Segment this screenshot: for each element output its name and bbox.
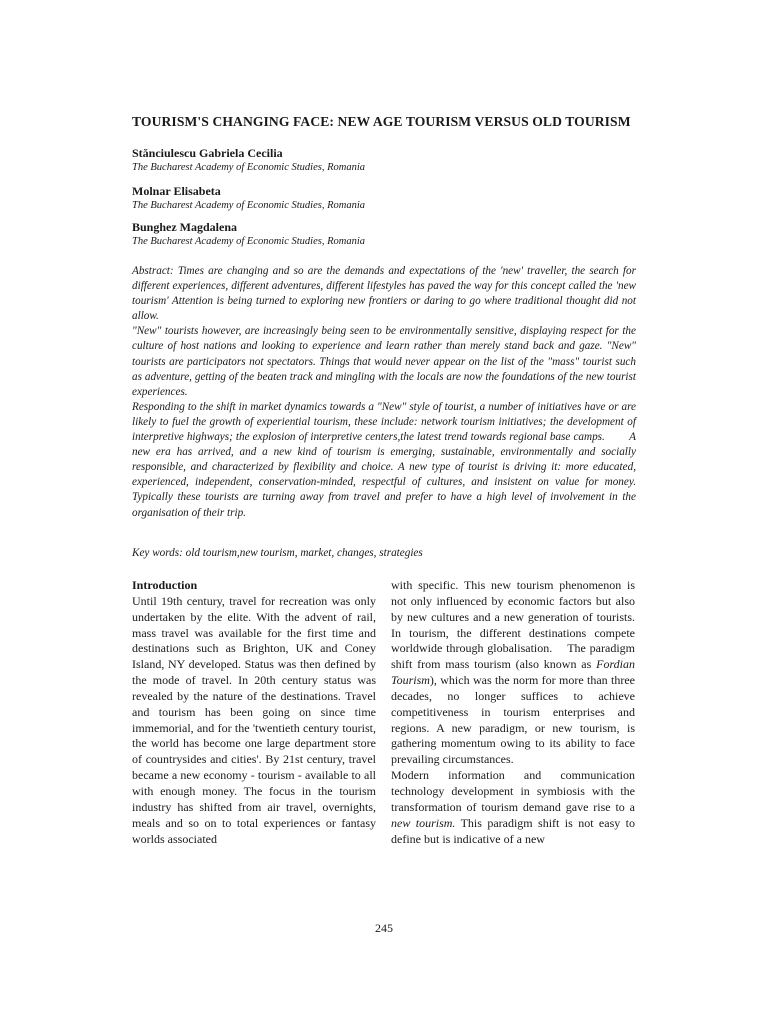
text-run: ), which was the norm for more than three decades, no longer suffices to achieve competitiveness in tourism enterprises and regions. A new paradigm, or new tourism, is gathering momentum owing to its ability to face prevailing circumstances.: [391, 673, 638, 767]
author-name: Bunghez Magdalena: [132, 220, 238, 234]
emphasis-text: Fordian Tourism: [391, 657, 638, 688]
abstract: [132, 264, 639, 521]
author-name: Molnar Elisabeta: [132, 184, 221, 198]
body-paragraph: [391, 578, 638, 768]
author-affiliation: The Bucharest Academy of Economic Studies, Romania: [132, 200, 365, 211]
author-affiliation: The Bucharest Academy of Economic Studies, Romania: [132, 162, 365, 173]
body-column-right: [391, 578, 638, 847]
body-column-left: [132, 578, 376, 847]
text-run: This paradigm shift is not easy to define but is indicative of a new: [391, 815, 635, 846]
page-number: 245: [375, 921, 393, 935]
author-block: [132, 184, 636, 213]
author-affiliation: The Bucharest Academy of Economic Studies, Romania: [132, 236, 365, 247]
body-paragraph: Until 19th century, travel for recreation was only undertaken by the elite. With the advent of rail, mass travel was available for the first time and destinations such as Brighton, UK and Coney Island, NY developed. Status was then defined by the mode of travel. In 20th century status was revealed by the nature of the destinations. Travel and tourism has been going on since time immemorial, and for the 'twentieth century tourist, the world has become one large department store of countrysides and cities'. By 21st century, travel became a new economy - tourism - available to all with enough money. The focus in the tourism industry has shifted from air travel, overnights, meals and so on to total experiences or fantasy worlds associated: [132, 593, 376, 846]
author-name: Stănciulescu Gabriela Cecilia: [132, 146, 283, 160]
keywords: Key words: old tourism,new tourism, market, changes, strategies: [132, 547, 423, 559]
abstract-paragraph: Abstract: Times are changing and so are the demands and expectations of the 'new' traveller, the search for different experiences, different adventures, different lifestyles has paved the way for this concept called the 'new tourism' Attention is being turned to exploring new frontiers or daring to go where traditional thought did not allow.: [132, 265, 636, 323]
author-block: [132, 146, 636, 175]
text-run: Modern information and communication technology development in symbiosis with the transformation of tourism demand gave rise to a: [391, 768, 635, 814]
section-heading: Introduction: [132, 578, 198, 592]
emphasis-text: new tourism.: [391, 815, 456, 830]
abstract-paragraph: "New" tourists however, are increasingly being seen to be environmentally sensitive, displaying respect for the culture of host nations and looking to experience and learn rather than merely stand back and gaze. "New" tourists are participators not spectators. Things that would never appear on the list of the "mass" tourist such as adventure, getting of the beaten track and mingling with the locals are now the foundations of the new tourist experiences.: [132, 325, 636, 398]
body-paragraph: [391, 768, 635, 847]
text-run: with specific. This new tourism phenomenon is not only influenced by economic factors but also by new cultures and a new generation of tourists. In tourism, the different destinations compete worldwide through globalisation. The paradigm shift from mass tourism (also known as: [391, 578, 638, 672]
paper-title: TOURISM'S CHANGING FACE: NEW AGE TOURISM VERSUS OLD TOURISM: [132, 114, 631, 129]
abstract-paragraph: Responding to the shift in market dynamics towards a "New" style of tourist, a number of initiatives have or are likely to fuel the growth of experiential tourism, these include: network tourism initiatives; the development of interpretive highways; the explosion of interpretive centers,the latest trend towards regional base camps. A new era has arrived, and a new kind of tourism is emerging, sustainable, environmentally and socially responsible, and characterized by flexibility and choice. A new type of tourist is driving it: more educated, experienced, independent, conservation-minded, respectful of cultures, and insistent on value for money. Typically these tourists are turning away from travel and prefer to have a high level of involvement in the organisation of their trip.: [132, 400, 639, 519]
author-block: [132, 220, 636, 249]
